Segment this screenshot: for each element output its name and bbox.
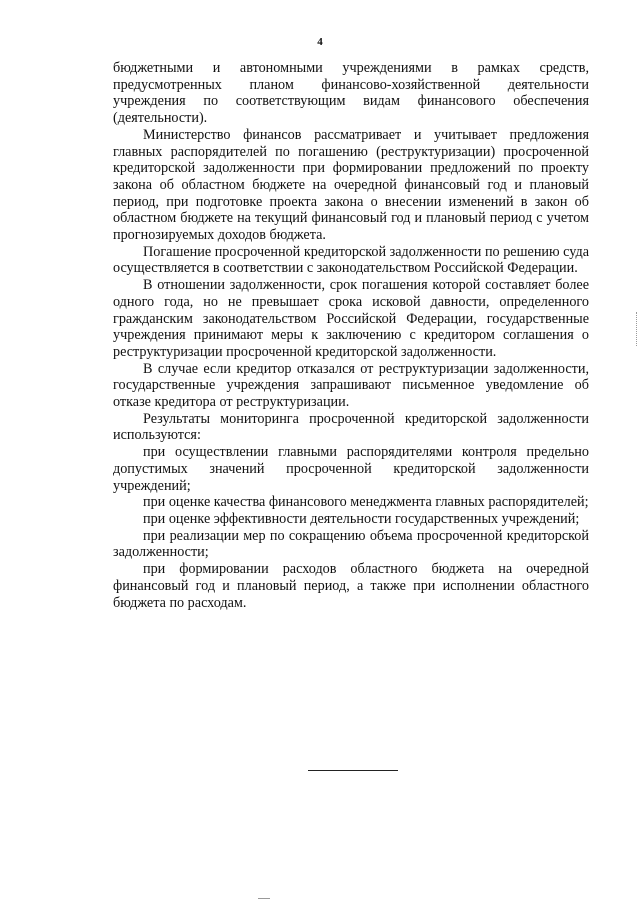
list-item-debt-reduction: при реализации мер по сокращению объема просроченной кредиторской задолженности; [113, 527, 589, 561]
paragraph-ministry-proposals: Министерство финансов рассматривает и учитывает предложения главных распорядителей по погашению (реструктуризации) просроченной кредиторской задолженности при формировании предложений по проекту закона об областном бюджете на очередной финансовый год и плановый период, при подготовке проекта закона о внесении изменений в закон об областном бюджете на текущий финансовый год и плановый период с учетом прогнозируемых доходов бюджета. [113, 126, 589, 244]
list-item-efficiency-assessment: при оценке эффективности деятельности государственных учреждений; [143, 510, 580, 527]
paragraph-creditor-refusal: В случае если кредитор отказался от реструктуризации задолженности, государственные учреждения запрашивают письменное уведомление об отказе кредитора от реструктуризации. [113, 360, 589, 411]
footer-mark [258, 898, 270, 899]
closing-divider [308, 770, 398, 771]
list-item-control: при осуществлении главными распорядителями контроля предельно допустимых значений просроченной кредиторской задолженности учреждений; [113, 444, 589, 494]
list-item-quality-assessment: при оценке качества финансового менеджмента главных распорядителей; [143, 494, 589, 511]
page-number: 4 [317, 36, 323, 48]
scan-edge-mark [636, 312, 637, 346]
list-item-budget-formation: при формировании расходов областного бюджета на очередной финансовый год и плановый период, а также при исполнении областного бюджета по расходам. [113, 561, 589, 611]
document-body [113, 60, 589, 611]
paragraph-continuation: бюджетными и автономными учреждениями в рамках средств, предусмотренных планом финансово-хозяйственной деятельности учреждения по соответствующим видам финансового обеспечения (деятельности). [113, 60, 589, 127]
paragraph-monitoring-results: Результаты мониторинга просроченной кредиторской задолженности используются: [113, 410, 589, 444]
paragraph-court-repayment: Погашение просроченной кредиторской задолженности по решению суда осуществляется в соответствии с законодательством Российской Федерации. [113, 243, 589, 277]
paragraph-restructuring-agreement: В отношении задолженности, срок погашения которой составляет более одного года, но не превышает срока исковой давности, определенного гражданским законодательством Российской Федерации, государственные учреждения принимают меры к заключению с кредитором соглашения о реструктуризации просроченной кредиторской задолженности. [113, 277, 589, 360]
